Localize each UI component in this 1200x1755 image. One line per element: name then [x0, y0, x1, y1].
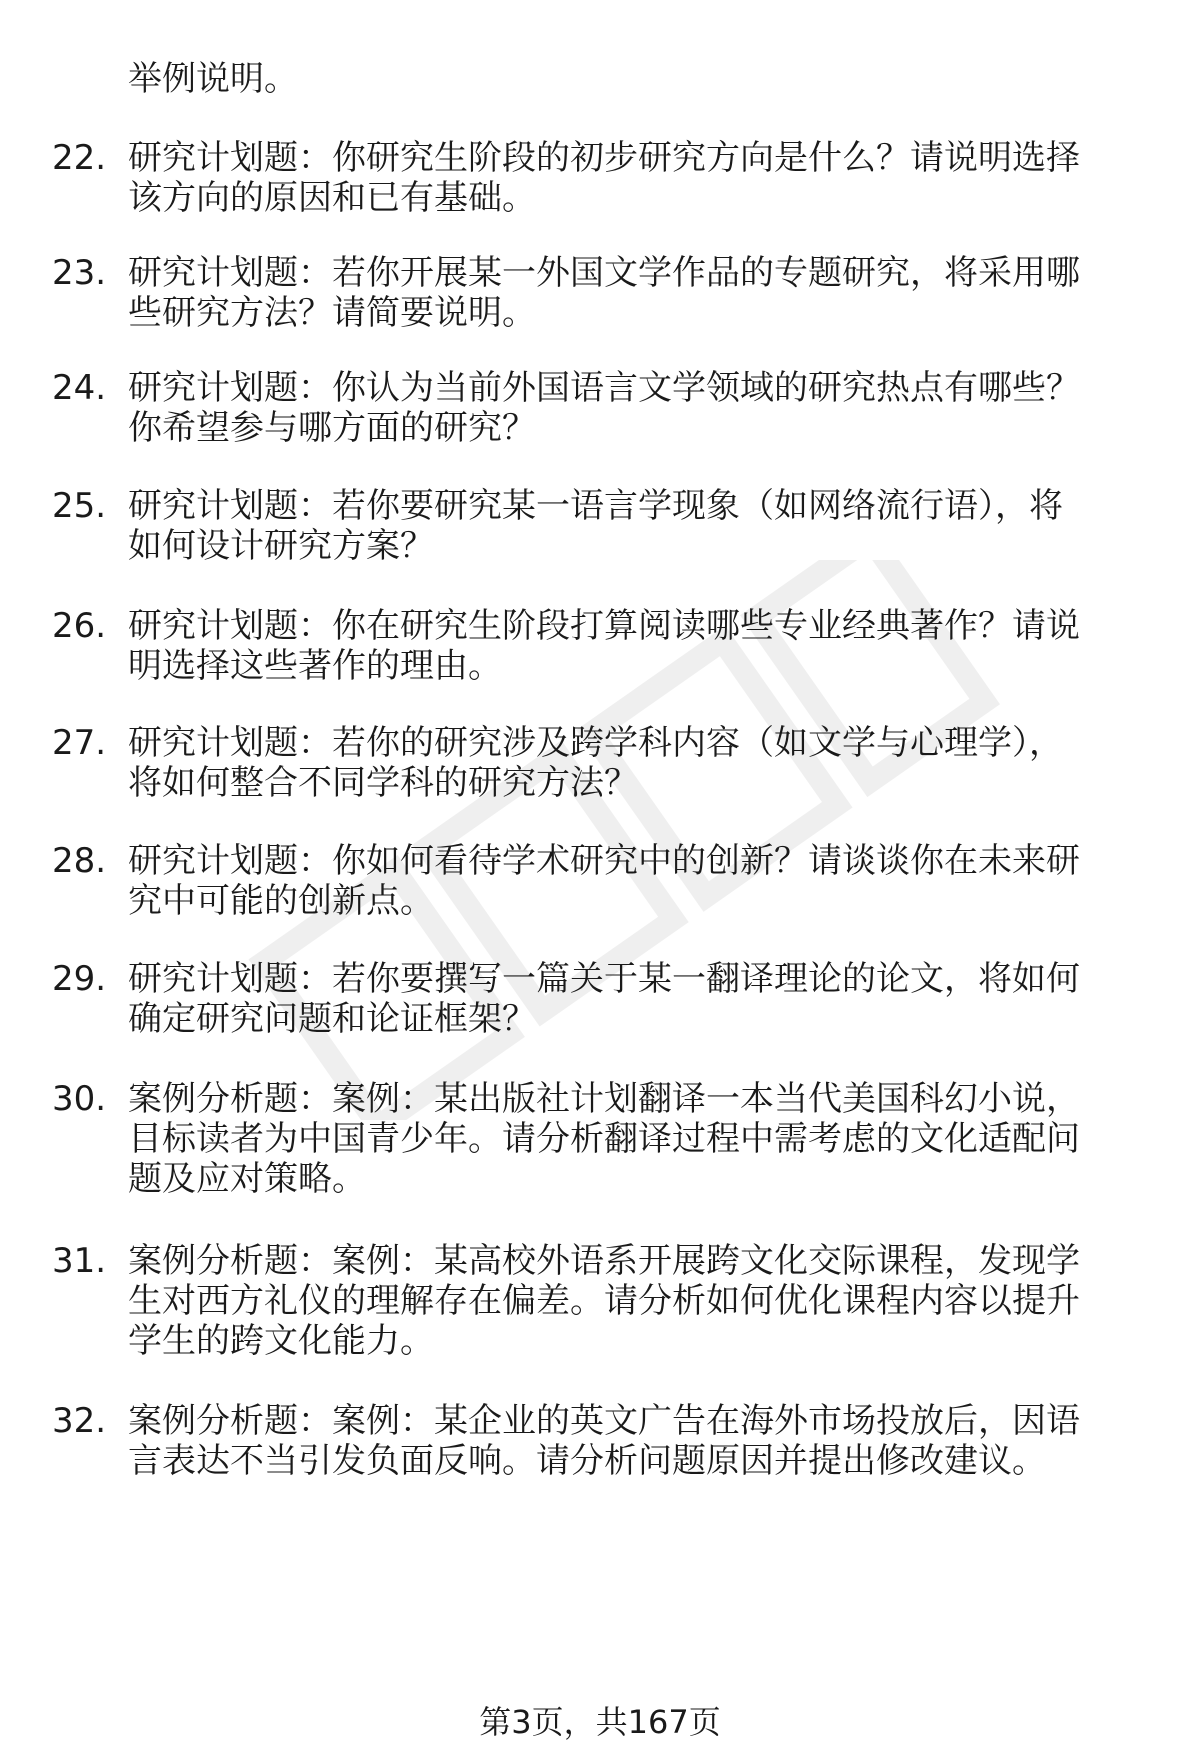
question-text-line: 究中可能的创新点。: [128, 881, 434, 921]
question-text-line: 研究计划题：若你开展某一外国文学作品的专题研究，将采用哪: [128, 253, 1080, 293]
question-text-line: 研究计划题：若你要研究某一语言学现象（如网络流行语），将: [128, 486, 1063, 526]
question-text-line: 案例分析题：案例：某企业的英文广告在海外市场投放后，因语: [128, 1401, 1080, 1441]
continuation-text: 举例说明。: [128, 59, 298, 99]
question-text-line: 学生的跨文化能力。: [128, 1321, 434, 1361]
question-number: 22.: [52, 138, 107, 178]
question-number: 28.: [52, 841, 107, 881]
question-text-line: 案例分析题：案例：某高校外语系开展跨文化交际课程，发现学: [128, 1241, 1080, 1281]
question-number: 26.: [52, 606, 107, 646]
question-text-line: 生对西方礼仪的理解存在偏差。请分析如何优化课程内容以提升: [128, 1281, 1080, 1321]
question-text-line: 些研究方法？请简要说明。: [128, 293, 536, 333]
question-text-line: 确定研究问题和论证框架？: [128, 999, 536, 1039]
question-number: 31.: [52, 1241, 107, 1281]
question-text-line: 你希望参与哪方面的研究？: [128, 408, 536, 448]
question-text-line: 如何设计研究方案？: [128, 526, 434, 566]
question-number: 25.: [52, 486, 107, 526]
question-text-line: 题及应对策略。: [128, 1159, 366, 1199]
question-number: 24.: [52, 368, 107, 408]
question-text-line: 研究计划题：若你的研究涉及跨学科内容（如文学与心理学），: [128, 723, 1063, 763]
page-footer: 第3页，共167页: [479, 1703, 721, 1741]
question-text-line: 该方向的原因和已有基础。: [128, 178, 536, 218]
question-text-line: 目标读者为中国青少年。请分析翻译过程中需考虑的文化适配问: [128, 1119, 1080, 1159]
question-text-line: 案例分析题：案例：某出版社计划翻译一本当代美国科幻小说，: [128, 1079, 1080, 1119]
question-text-line: 明选择这些著作的理由。: [128, 646, 502, 686]
question-text-line: 研究计划题：你认为当前外国语言文学领域的研究热点有哪些？: [128, 368, 1080, 408]
question-number: 32.: [52, 1401, 107, 1441]
question-text-line: 研究计划题：若你要撰写一篇关于某一翻译理论的论文，将如何: [128, 959, 1080, 999]
question-text-line: 研究计划题：你如何看待学术研究中的创新？请谈谈你在未来研: [128, 841, 1080, 881]
question-text-line: 将如何整合不同学科的研究方法？: [128, 763, 638, 803]
question-text-line: 言表达不当引发负面反响。请分析问题原因并提出修改建议。: [128, 1441, 1046, 1481]
question-number: 30.: [52, 1079, 107, 1119]
question-number: 27.: [52, 723, 107, 763]
question-text-line: 研究计划题：你在研究生阶段打算阅读哪些专业经典著作？请说: [128, 606, 1080, 646]
question-text-line: 研究计划题：你研究生阶段的初步研究方向是什么？请说明选择: [128, 138, 1080, 178]
question-number: 29.: [52, 959, 107, 999]
question-number: 23.: [52, 253, 107, 293]
